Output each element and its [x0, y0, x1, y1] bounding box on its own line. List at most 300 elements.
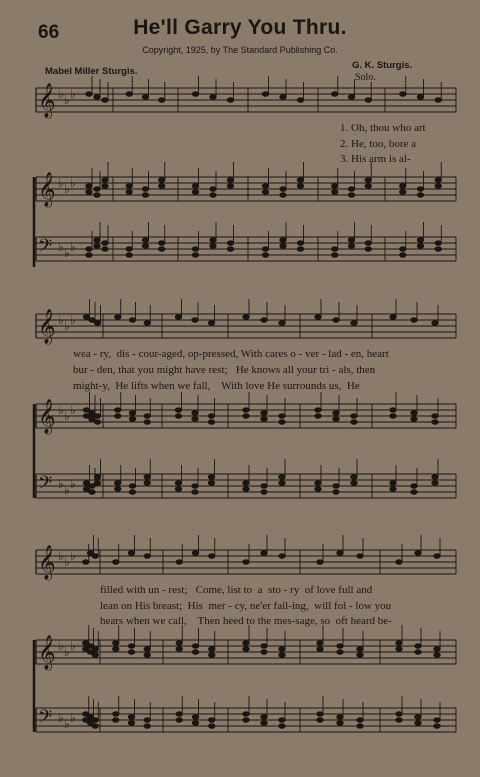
note-head [434, 554, 440, 559]
note-head [126, 92, 132, 97]
note-head [159, 178, 165, 183]
note-head [417, 244, 423, 249]
note-head [208, 321, 214, 326]
note-head [333, 318, 339, 323]
note-head [210, 244, 216, 249]
note-head [209, 718, 215, 723]
note-head [333, 417, 339, 422]
note-head [279, 724, 285, 729]
note-head [261, 318, 267, 323]
note-head [227, 184, 233, 189]
note-head [396, 560, 402, 565]
note-head [280, 244, 286, 249]
note-head [417, 187, 423, 192]
note-head [113, 647, 119, 652]
flat-icon: ♭ [58, 549, 64, 563]
note-head [210, 193, 216, 198]
note-head [102, 241, 108, 246]
note-head [432, 321, 438, 326]
note-head [279, 718, 285, 723]
note-head [337, 551, 343, 556]
note-head [126, 253, 132, 258]
note-head [261, 644, 267, 649]
note-head [208, 414, 214, 419]
note-head [348, 244, 354, 249]
note-head [142, 238, 148, 243]
flat-icon: ♭ [64, 93, 70, 107]
note-head [348, 95, 354, 100]
note-head [432, 481, 438, 486]
note-head [280, 187, 286, 192]
note-head [129, 318, 135, 323]
note-head [400, 253, 406, 258]
note-head [315, 414, 321, 419]
treble-clef-icon: 𝄞 [38, 172, 56, 207]
note-head [192, 253, 198, 258]
flat-icon: ♭ [58, 711, 64, 725]
note-head [144, 475, 150, 480]
note-head [175, 487, 181, 492]
note-head [411, 318, 417, 323]
note-head [209, 647, 215, 652]
lyric-s2-verse2: bur - den, that you might have rest; He knows all your tri - als, then [73, 364, 376, 376]
note-head [142, 95, 148, 100]
note-head [227, 247, 233, 252]
note-head [432, 475, 438, 480]
note-head [89, 490, 95, 495]
note-head [297, 178, 303, 183]
note-head [280, 95, 286, 100]
note-head [365, 247, 371, 252]
note-head [94, 420, 100, 425]
note-head [396, 712, 402, 717]
note-head [357, 554, 363, 559]
note-head [102, 178, 108, 183]
song-title: He'll Garry You Thru. [133, 16, 347, 39]
note-head [279, 414, 285, 419]
note-head [243, 641, 249, 646]
note-head [243, 718, 249, 723]
flat-icon: ♭ [64, 717, 70, 731]
note-head [209, 724, 215, 729]
note-head [192, 247, 198, 252]
note-head [262, 184, 268, 189]
note-head [129, 484, 135, 489]
flat-icon: ♭ [64, 409, 70, 423]
note-head [417, 238, 423, 243]
note-head [86, 190, 92, 195]
note-head [94, 475, 100, 480]
note-head [144, 653, 150, 658]
note-head [144, 647, 150, 652]
note-head [280, 193, 286, 198]
note-head [208, 420, 214, 425]
note-head [415, 650, 421, 655]
flat-icon: ♭ [58, 403, 64, 417]
note-head [144, 718, 150, 723]
note-head [315, 481, 321, 486]
note-head [261, 715, 267, 720]
note-head [337, 644, 343, 649]
note-head [175, 414, 181, 419]
note-head [176, 641, 182, 646]
note-head [175, 481, 181, 486]
bass-clef-icon: 𝄢 [38, 236, 53, 261]
note-head [92, 647, 98, 652]
flat-icon: ♭ [58, 240, 64, 254]
note-head [262, 190, 268, 195]
note-head [144, 481, 150, 486]
note-head [243, 712, 249, 717]
note-head [192, 92, 198, 97]
note-head [351, 420, 357, 425]
flat-icon: ♭ [64, 555, 70, 569]
note-head [351, 475, 357, 480]
note-head [209, 554, 215, 559]
note-head [209, 653, 215, 658]
note-head [297, 184, 303, 189]
note-head [279, 475, 285, 480]
note-head [411, 417, 417, 422]
note-head [192, 715, 198, 720]
lyric-s2-verse1: wea - ry, dis - cour-aged, op-pressed, With cares o - ver - lad - en, heart [73, 348, 389, 360]
lyric-s3-verse2: lean on His breast; His mer - cy, ne'er fail-ing, will fol - low you [100, 600, 392, 612]
note-head [86, 92, 92, 97]
note-head [279, 554, 285, 559]
note-head [332, 247, 338, 252]
note-head [176, 712, 182, 717]
note-head [435, 247, 441, 252]
note-head [279, 653, 285, 658]
note-head [142, 187, 148, 192]
note-head [432, 414, 438, 419]
note-head [261, 417, 267, 422]
note-head [92, 718, 98, 723]
flat-icon: ♭ [58, 87, 64, 101]
note-head [333, 411, 339, 416]
note-head [94, 321, 100, 326]
note-head [243, 408, 249, 413]
bass-clef-icon: 𝄢 [38, 473, 53, 498]
note-head [102, 184, 108, 189]
note-head [337, 721, 343, 726]
note-head [129, 417, 135, 422]
note-head [243, 560, 249, 565]
note-head [227, 241, 233, 246]
flat-icon: ♭ [70, 240, 76, 254]
note-head [86, 247, 92, 252]
flat-icon: ♭ [70, 549, 76, 563]
note-head [435, 98, 441, 103]
note-head [176, 560, 182, 565]
note-head [159, 247, 165, 252]
note-head [159, 184, 165, 189]
note-head [411, 484, 417, 489]
note-head [261, 551, 267, 556]
note-head [176, 647, 182, 652]
note-head [86, 253, 92, 258]
treble-clef-icon: 𝄞 [38, 83, 56, 118]
note-head [159, 241, 165, 246]
flat-icon: ♭ [70, 639, 76, 653]
treble-clef-icon: 𝄞 [38, 399, 56, 434]
note-head [315, 487, 321, 492]
note-head [210, 238, 216, 243]
note-head [175, 315, 181, 320]
note-head [192, 644, 198, 649]
note-head [128, 650, 134, 655]
note-head [351, 481, 357, 486]
flat-icon: ♭ [70, 403, 76, 417]
note-head [337, 715, 343, 720]
note-head [279, 647, 285, 652]
note-head [192, 490, 198, 495]
flat-icon: ♭ [64, 319, 70, 333]
note-head [243, 414, 249, 419]
note-head [390, 408, 396, 413]
flat-icon: ♭ [70, 176, 76, 190]
flat-icon: ♭ [64, 246, 70, 260]
note-head [113, 560, 119, 565]
note-head [434, 647, 440, 652]
note-head [159, 98, 165, 103]
note-head [144, 321, 150, 326]
note-head [432, 420, 438, 425]
note-head [129, 411, 135, 416]
lyric-s3-verse3: hears when we call, Then heed to the mes-sage, so oft heard be- [100, 615, 392, 627]
treble-clef-icon: 𝄞 [38, 635, 56, 670]
note-head [400, 247, 406, 252]
flat-icon: ♭ [70, 477, 76, 491]
note-head [192, 184, 198, 189]
note-head [435, 178, 441, 183]
note-head [365, 178, 371, 183]
note-head [332, 92, 338, 97]
note-head [192, 417, 198, 422]
note-head [92, 724, 98, 729]
note-head [142, 193, 148, 198]
composer-credit: G. K. Sturgis. [352, 60, 413, 71]
note-head [280, 238, 286, 243]
flat-icon: ♭ [58, 639, 64, 653]
note-head [115, 315, 121, 320]
note-head [396, 718, 402, 723]
note-head [94, 414, 100, 419]
note-head [243, 647, 249, 652]
note-head [128, 715, 134, 720]
note-head [83, 560, 89, 565]
note-head [261, 411, 267, 416]
note-head [400, 190, 406, 195]
note-head [208, 475, 214, 480]
note-head [415, 644, 421, 649]
note-head [210, 95, 216, 100]
note-head [390, 487, 396, 492]
note-head [86, 184, 92, 189]
note-head [434, 718, 440, 723]
note-head [262, 92, 268, 97]
note-head [227, 98, 233, 103]
note-head [297, 98, 303, 103]
flat-icon: ♭ [70, 313, 76, 327]
note-head [415, 715, 421, 720]
note-head [113, 712, 119, 717]
note-head [126, 184, 132, 189]
flat-icon: ♭ [70, 87, 76, 101]
note-head [261, 650, 267, 655]
note-head [279, 481, 285, 486]
lyricist-credit: Mabel Miller Sturgis. [45, 66, 138, 77]
note-head [243, 315, 249, 320]
note-head [113, 641, 119, 646]
note-head [208, 481, 214, 486]
flat-icon: ♭ [58, 176, 64, 190]
note-head [192, 721, 198, 726]
note-head [396, 647, 402, 652]
flat-icon: ♭ [58, 477, 64, 491]
lyric-s1-verse2: 2. He, too, bore a [340, 138, 417, 150]
copyright-notice: Copyright, 1925, by The Standard Publishing Co. [142, 45, 338, 55]
note-head [390, 481, 396, 486]
note-head [417, 95, 423, 100]
note-head [261, 490, 267, 495]
note-head [348, 187, 354, 192]
note-head [317, 647, 323, 652]
note-head [261, 484, 267, 489]
flat-icon: ♭ [58, 313, 64, 327]
note-head [192, 650, 198, 655]
note-head [144, 420, 150, 425]
note-head [262, 247, 268, 252]
note-head [192, 190, 198, 195]
note-head [92, 554, 98, 559]
note-head [365, 98, 371, 103]
note-head [144, 554, 150, 559]
lyric-s1-verse1: 1. Oh, thou who art [340, 122, 426, 134]
note-head [411, 490, 417, 495]
note-head [113, 718, 119, 723]
note-head [102, 98, 108, 103]
note-head [411, 411, 417, 416]
note-head [390, 315, 396, 320]
note-head [365, 184, 371, 189]
lyric-s1-verse3: 3. His arm is al- [340, 153, 411, 165]
note-head [357, 647, 363, 652]
note-head [365, 241, 371, 246]
note-head [348, 193, 354, 198]
note-head [175, 408, 181, 413]
note-head [415, 721, 421, 726]
note-head [94, 238, 100, 243]
note-head [115, 487, 121, 492]
note-head [417, 193, 423, 198]
note-head [332, 184, 338, 189]
lyric-s3-verse1: filled with un - rest; Come, list to a sto - ry of love full and [100, 584, 373, 596]
note-head [357, 653, 363, 658]
note-head [176, 718, 182, 723]
note-head [94, 187, 100, 192]
note-head [262, 253, 268, 258]
note-head [297, 241, 303, 246]
note-head [94, 481, 100, 486]
note-head [279, 321, 285, 326]
note-head [102, 247, 108, 252]
solo-marking: Solo. [355, 72, 376, 83]
note-head [115, 408, 121, 413]
note-head [243, 487, 249, 492]
note-head [261, 721, 267, 726]
note-head [415, 551, 421, 556]
note-head [396, 641, 402, 646]
note-head [333, 484, 339, 489]
note-head [315, 315, 321, 320]
page-number: 66 [38, 22, 60, 43]
note-head [337, 650, 343, 655]
note-head [94, 244, 100, 249]
note-head [142, 244, 148, 249]
treble-clef-icon: 𝄞 [38, 309, 56, 344]
note-head [317, 560, 323, 565]
note-head [351, 321, 357, 326]
note-head [332, 253, 338, 258]
note-head [129, 490, 135, 495]
note-head [400, 92, 406, 97]
note-head [435, 241, 441, 246]
note-head [279, 420, 285, 425]
note-head [435, 184, 441, 189]
note-head [317, 718, 323, 723]
note-head [332, 190, 338, 195]
lyric-s2-verse3: might-y, He lifts when we fall, With love He surrounds us, He [73, 380, 360, 392]
note-head [128, 644, 134, 649]
note-head [315, 408, 321, 413]
note-head [192, 551, 198, 556]
note-head [400, 184, 406, 189]
note-head [192, 318, 198, 323]
note-head [390, 414, 396, 419]
note-head [144, 414, 150, 419]
note-head [297, 247, 303, 252]
treble-clef-icon: 𝄞 [38, 545, 56, 580]
note-head [434, 653, 440, 658]
note-head [243, 481, 249, 486]
note-head [210, 187, 216, 192]
flat-icon: ♭ [64, 483, 70, 497]
note-head [92, 653, 98, 658]
note-head [144, 724, 150, 729]
note-head [351, 414, 357, 419]
note-head [333, 490, 339, 495]
flat-icon: ♭ [70, 711, 76, 725]
note-head [357, 718, 363, 723]
note-head [317, 712, 323, 717]
note-head [94, 95, 100, 100]
note-head [227, 178, 233, 183]
note-head [357, 724, 363, 729]
note-head [126, 247, 132, 252]
note-head [317, 641, 323, 646]
flat-icon: ♭ [64, 182, 70, 196]
note-head [128, 551, 134, 556]
note-head [348, 238, 354, 243]
note-head [115, 481, 121, 486]
note-head [192, 484, 198, 489]
note-head [94, 193, 100, 198]
flat-icon: ♭ [64, 645, 70, 659]
bass-clef-icon: 𝄢 [38, 707, 53, 732]
note-head [115, 414, 121, 419]
note-head [192, 411, 198, 416]
